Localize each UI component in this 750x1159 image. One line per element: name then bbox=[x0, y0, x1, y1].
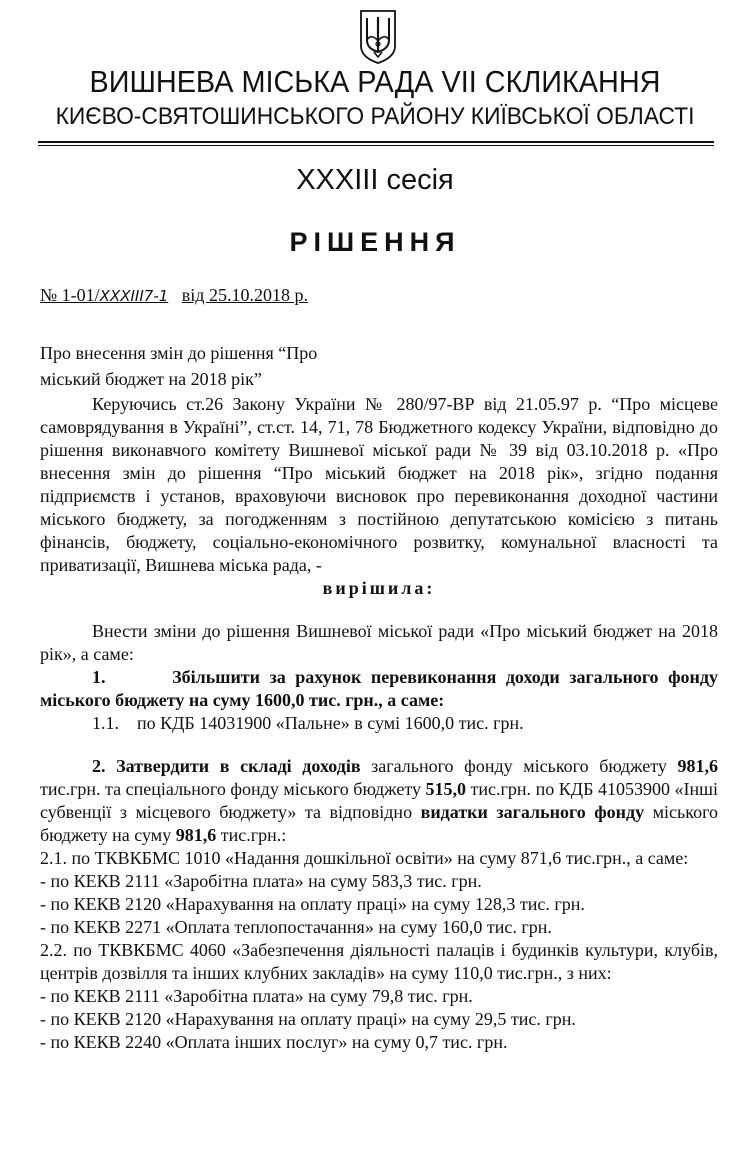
preamble-paragraph: Керуючись ст.26 Закону України № 280/97-ВР від 21.05.97 р. “Про місцеве самоврядування в Україні”, ст.ст. 14, 71, 78 Бюджетного кодексу України, відповідно до рішення виконавчого комітету Вишневої міської ради № 39 від 03.10.2018 р. «Про внесення змін до рішення “Про міський бюджет на 2018 рік», згідно подання підприємств і установ, враховуючи висновок про перевиконання доходної частини міського бюджету, за погодженням з постійною депутатською комісією з питань фінансів, бюджету, соціально-економічного розвитку, комунальної власності та приватизації, Вишнева міська рада, - bbox=[40, 394, 718, 575]
amount-special-fund: 515,0 bbox=[425, 779, 466, 799]
list-item: - по КЕКВ 2240 «Оплата інших послуг» на суму 0,7 тис. грн. bbox=[40, 1032, 508, 1052]
section-1 bbox=[40, 666, 718, 712]
list-item: - по КЕКВ 2120 «Нарахування на оплату праці» на суму 29,5 тис. грн. bbox=[40, 1009, 576, 1029]
section-2-text-3: тис.грн. по КДБ 41053900 «Інші субвенції з місцевого бюджету» та відповідно bbox=[40, 779, 718, 822]
header-divider bbox=[38, 141, 714, 143]
section-2-text-5: тис.грн.: bbox=[216, 825, 287, 845]
section-2-lead: 2. Затвердити в складі доходів bbox=[92, 756, 361, 776]
intro-paragraph: Внести зміни до рішення Вишневої міської ради «Про міський бюджет на 2018 рік», а саме: bbox=[40, 621, 718, 664]
list-item: - по КЕКВ 2111 «Заробітна плата» на суму 583,3 тис. грн. bbox=[40, 871, 482, 891]
decision-body bbox=[40, 393, 718, 1054]
amount-expenses: 981,6 bbox=[175, 825, 217, 845]
trident-emblem-icon bbox=[358, 8, 398, 64]
council-district: КИЄВО-СВЯТОШИНСЬКОГО РАЙОНУ КИЇВСЬКОЇ ОБЛАСТІ bbox=[55, 103, 695, 130]
decision-date: від 25.10.2018 р. bbox=[181, 285, 308, 305]
handwritten-number: XXXIII7-1 bbox=[99, 287, 169, 305]
council-name: ВИШНЕВА МІСЬКА РАДА VII СКЛИКАННЯ bbox=[89, 64, 661, 99]
list-item: - по КЕКВ 2120 «Нарахування на оплату праці» на суму 128,3 тис. грн. bbox=[40, 894, 585, 914]
number-prefix: № 1-01/ bbox=[40, 285, 100, 305]
section-1-number: 1. bbox=[92, 667, 106, 687]
decision-subject bbox=[40, 340, 360, 392]
section-2-text-2: тис.грн. та спеціального фонду міського бюджету bbox=[40, 779, 426, 799]
amount-general-fund: 981,6 bbox=[677, 756, 718, 776]
section-1-1 bbox=[40, 712, 718, 735]
header-divider-thin bbox=[38, 145, 714, 146]
section-1-1-number: 1.1. bbox=[92, 713, 119, 733]
section-2-2: 2.2. по ТКВКБМС 4060 «Забезпечення діяльності палаців і будинків культури, клубів, центрів дозвілля та інших клубних закладів» на суму 110,0 тис.грн., з них: bbox=[40, 940, 718, 983]
list-item: - по КЕКВ 2111 «Заробітна плата» на суму 79,8 тис. грн. bbox=[40, 986, 473, 1006]
section-2-text-1: загального фонду міського бюджету bbox=[360, 756, 678, 776]
section-1-1-text: по КДБ 14031900 «Пальне» в сумі 1600,0 тис. грн. bbox=[137, 713, 524, 733]
subject-line-1: Про внесення змін до рішення “Про bbox=[40, 343, 318, 363]
section-2-text-4: міського бюджету на суму bbox=[40, 802, 719, 845]
section-2-paragraph bbox=[40, 755, 718, 847]
session-title: XXXIII сесія bbox=[296, 164, 454, 196]
decision-title: РІШЕННЯ bbox=[289, 227, 461, 257]
list-item: - по КЕКВ 2271 «Оплата теплопостачання» на суму 160,0 тис. грн. bbox=[40, 917, 552, 937]
section-2-expenses: видатки загального фонду bbox=[420, 802, 645, 822]
section-1-text: Збільшити за рахунок перевиконання доходи загального фонду міського бюджету на суму 1600,0 тис. грн., а саме: bbox=[40, 667, 719, 710]
subject-line-2: міський бюджет на 2018 рік” bbox=[40, 369, 262, 389]
section-2-1: 2.1. по ТКВКБМС 1010 «Надання дошкільної освіти» на суму 871,6 тис.грн., а саме: bbox=[40, 848, 689, 868]
resolved-heading: вирішила: bbox=[322, 578, 436, 598]
decision-number bbox=[40, 282, 308, 309]
